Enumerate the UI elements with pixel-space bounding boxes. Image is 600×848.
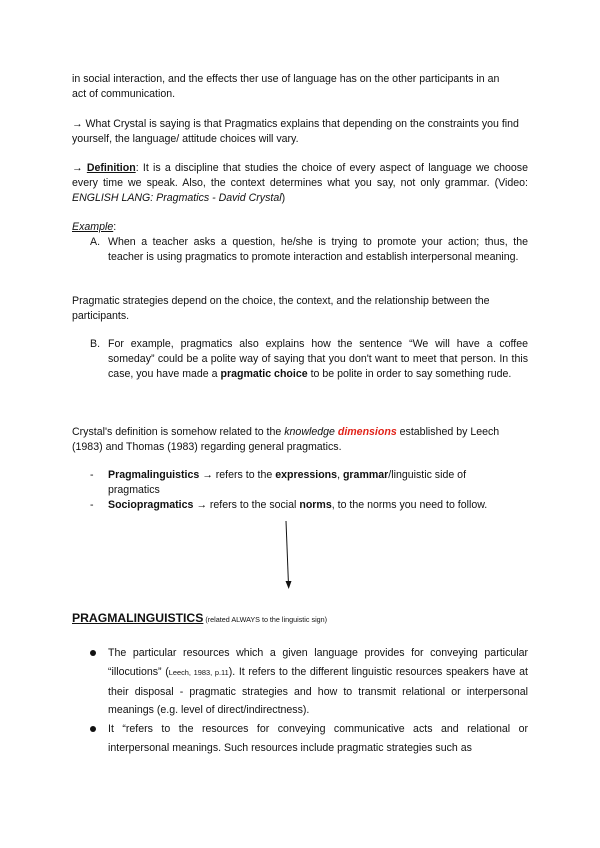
dash-2-marker: - [90,499,94,511]
knowledge-word: knowledge [284,426,335,438]
dash-1-marker: - [90,469,94,481]
dash-1-text-2: , [337,469,343,481]
pragmatic-choice: pragmatic choice [220,368,308,381]
dash-1-text-3: /linguistic side of pragmatics [108,469,467,497]
heading-subtitle: (related ALWAYS to the linguistic sign) [203,615,328,624]
crystal-text: → What Crystal is saying is that Pragmatics explains that depending on the constraints you find yourself, the language/ attitude choices will vary. [72,118,519,146]
paragraph-dimensions [72,425,528,455]
bullet-2-text: It “refers to the resources for conveying communicative acts and relational or interpersonal meanings. Such resources include pragmatic strategies such as [108,723,528,754]
item-a-text [108,235,528,265]
section-heading [72,611,327,625]
example-label [72,220,528,235]
definition-arrow: → [72,162,87,174]
video-title: ENGLISH LANG: Pragmatics - David Crystal [72,192,282,205]
heading-title: PRAGMALINGUISTICS [72,611,204,625]
dash-2-text-1: → refers to the social [193,499,300,511]
bullet-1-text-1: The particular resources which a given language provides for conveying particular “illocutions” ( [108,647,528,678]
bullet-item-2 [108,720,528,758]
bullet-1-text-2: ). It refers to the different linguistic resources speakers have at their disposal - pragmatic strategies and how to transmit relational or interpersonal meanings (e.g. level of direct/indirectness). [108,665,528,717]
dimensions-text-2: established by Leech (1983) and Thomas (1983) regarding general pragmatics. [72,426,500,454]
pragmalinguistics-term: Pragmalinguistics [108,469,200,481]
paragraph-definition [72,161,528,207]
bullet-item-1 [108,644,528,720]
intro-line-1: in social interaction, and the effects ther use of language has on the other participants in an [72,73,500,85]
bullet-1-icon [90,650,96,656]
definition-term: Definition [86,162,136,174]
paragraph-crystal [72,117,528,147]
definition-text: : It is a discipline that studies the choice of every aspect of language we choose every time we speak. Also, the context determines what you say, not only grammar. (Video: [72,162,528,190]
bullet-2-icon [90,726,96,732]
strategies-text: Pragmatic strategies depend on the choice, the context, and the relationship between the participants. [72,295,490,323]
dimensions-word: dimensions [337,426,397,438]
dimensions-text-1: Crystal's definition is somehow related to the [72,426,285,438]
example-colon: : [113,221,117,233]
paragraph-strategies [72,294,528,324]
definition-close: ) [281,192,286,205]
example-word: Example [72,221,114,233]
dash-item-sociopragmatics [108,498,528,513]
item-a-marker: A. [90,236,101,248]
norms-word: norms [299,499,332,511]
down-arrow-icon [280,521,296,591]
item-b-text [108,337,528,383]
dash-item-pragmalinguistics [108,468,508,498]
paragraph-intro [72,72,528,102]
dash-1-text-1: → refers to the [199,469,276,481]
item-b-text-1: For example, pragmatics also explains how the sentence “We will have a coffee someday” could be a polite way of saying that you don't want to meet that person. In this case, you have made a [108,338,528,381]
intro-line-2: act of communication. [72,88,176,101]
item-b-text-2: to be polite in order to say something rude. [307,368,512,381]
item-a-body: When a teacher asks a question, he/she is trying to promote your action; thus, the teacher is using pragmatics to promote interaction and establish interpersonal meaning. [108,236,528,264]
expressions-word: expressions [275,469,338,481]
sociopragmatics-term: Sociopragmatics [108,499,194,511]
leech-citation: Leech, 1983, p.11 [168,667,229,677]
dash-2-text-2: , to the norms you need to follow. [331,499,488,511]
item-b-marker: B. [90,338,101,350]
grammar-word: grammar [342,469,389,481]
